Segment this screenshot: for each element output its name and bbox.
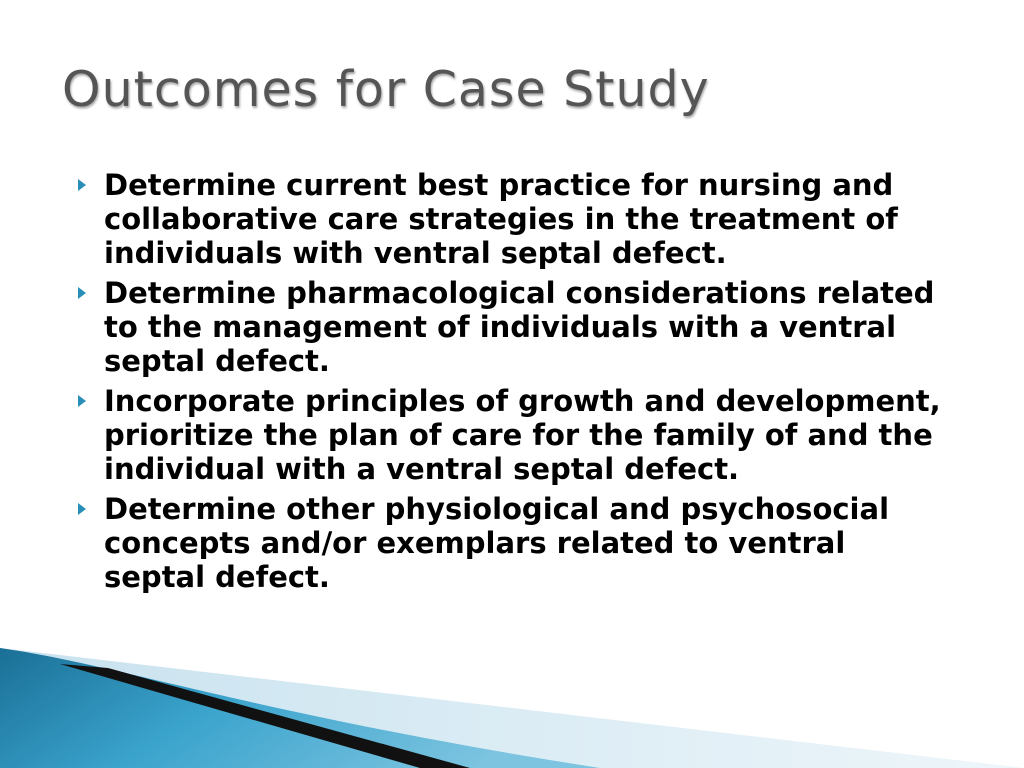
slide-title: Outcomes for Case Study xyxy=(62,61,710,118)
bullet-text: Determine current best practice for nursing and collaborative care strategies in the treatment of individuals with ventral septal defect. xyxy=(104,168,898,270)
bullet-text: Determine other physiological and psychosocial concepts and/or exemplars related to ventral septal defect. xyxy=(104,492,890,594)
bullet-text: Incorporate principles of growth and development, prioritize the plan of care for the family of and the individual with a ventral septal defect. xyxy=(104,384,941,486)
bullet-text: Determine pharmacological considerations related to the management of individuals with a ventral septal defect. xyxy=(104,276,935,378)
